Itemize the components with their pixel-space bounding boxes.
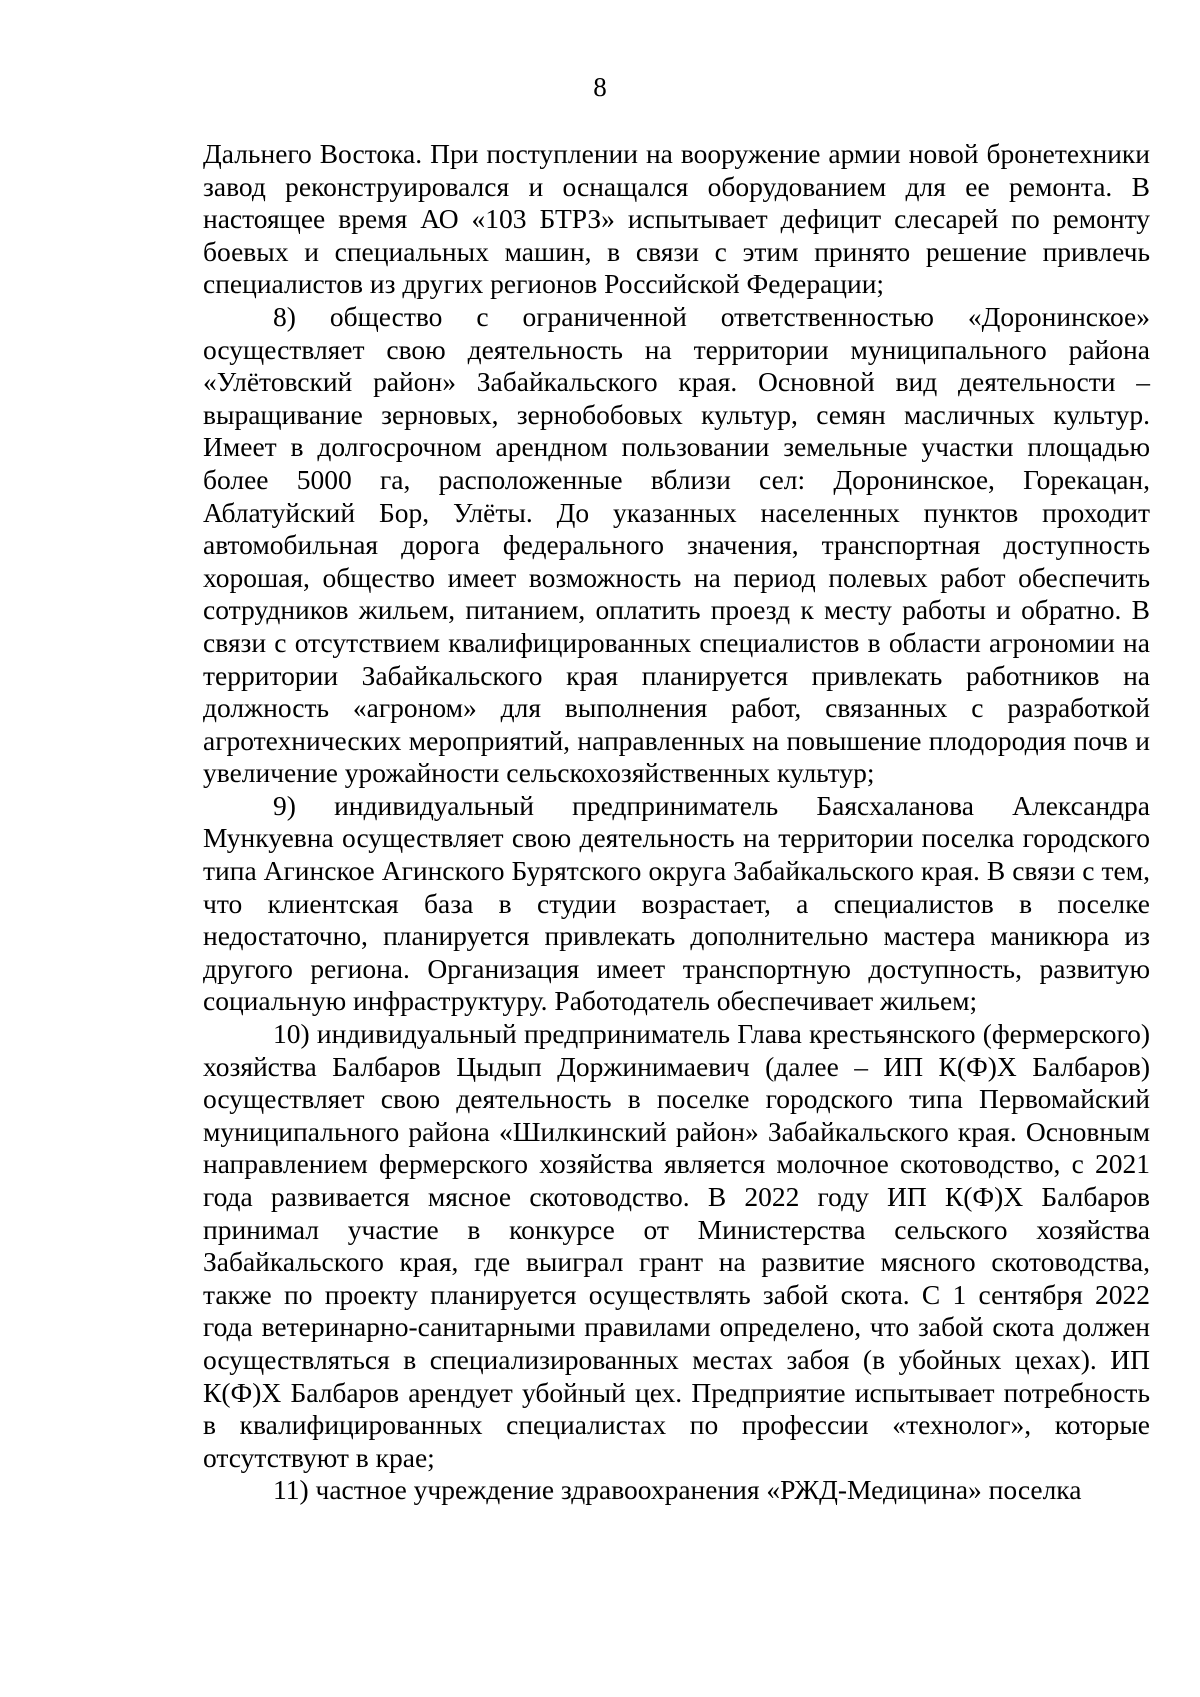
- paragraph-item-11: 11) частное учреждение здравоохранения «РЖД-Медицина» поселка: [273, 1474, 1082, 1506]
- document-body: [203, 138, 1150, 1507]
- paragraph-item-9: 9) индивидуальный предприниматель Баясхаланова Александра Мункуевна осуществляет свою деятельность на территории поселка городского типа Агинское Агинского Бурятского округа Забайкальского края. В связи с тем, что клиентская база в студии возрастает, а специалистов в поселке недостаточно, планируется привлекать дополнительно мастера маникюра из другого региона. Организация имеет транспортную доступность, развитую социальную инфраструктуру. Работодатель обеспечивает жильем;: [203, 789, 1150, 1017]
- page-number: 8: [593, 72, 607, 102]
- paragraph-item-8: 8) общество с ограниченной ответственностью «Доронинское» осуществляет свою деятельность на территории муниципального района «Улётовский район» Забайкальского края. Основной вид деятельности – выращивание зерновых, зернобобовых культур, семян масличных культур. Имеет в долгосрочном арендном пользовании земельные участки площадью более 5000 га, расположенные вблизи сел: Доронинское, Горекацан, Аблатуйский Бор, Улёты. До указанных населенных пунктов проходит автомобильная дорога федерального значения, транспортная доступность хорошая, общество имеет возможность на период полевых работ обеспечить сотрудников жильем, питанием, оплатить проезд к месту работы и обратно. В связи с отсутствием квалифицированных специалистов в области агрономии на территории Забайкальского края планируется привлекать работников на должность «агроном» для выполнения работ, связанных с разработкой агротехнических мероприятий, направленных на повышение плодородия почв и увеличение урожайности сельскохозяйственных культур;: [203, 300, 1150, 789]
- paragraph-continuation: Дальнего Востока. При поступлении на вооружение армии новой бронетехники завод реконструировался и оснащался оборудованием для ее ремонта. В настоящее время АО «103 БТРЗ» испытывает дефицит слесарей по ремонту боевых и специальных машин, в связи с этим принято решение привлечь специалистов из других регионов Российской Федерации;: [203, 138, 1150, 300]
- paragraph-item-10: 10) индивидуальный предприниматель Глава крестьянского (фермерского) хозяйства Балбаров Цыдып Доржинимаевич (далее – ИП К(Ф)Х Балбаров) осуществляет свою деятельность в поселке городского типа Первомайский муниципального района «Шилкинский район» Забайкальского края. Основным направлением фермерского хозяйства является молочное скотоводство, с 2021 года развивается мясное скотоводство. В 2022 году ИП К(Ф)Х Балбаров принимал участие в конкурсе от Министерства сельского хозяйства Забайкальского края, где выиграл грант на развитие мясного скотоводства, также по проекту планируется осуществлять забой скота. С 1 сентября 2022 года ветеринарно-санитарными правилами определено, что забой скота должен осуществляться в специализированных местах забоя (в убойных цехах). ИП К(Ф)Х Балбаров арендует убойный цех. Предприятие испытывает потребность в квалифицированных специалистах по профессии «технолог», которые отсутствуют в крае;: [203, 1018, 1150, 1473]
